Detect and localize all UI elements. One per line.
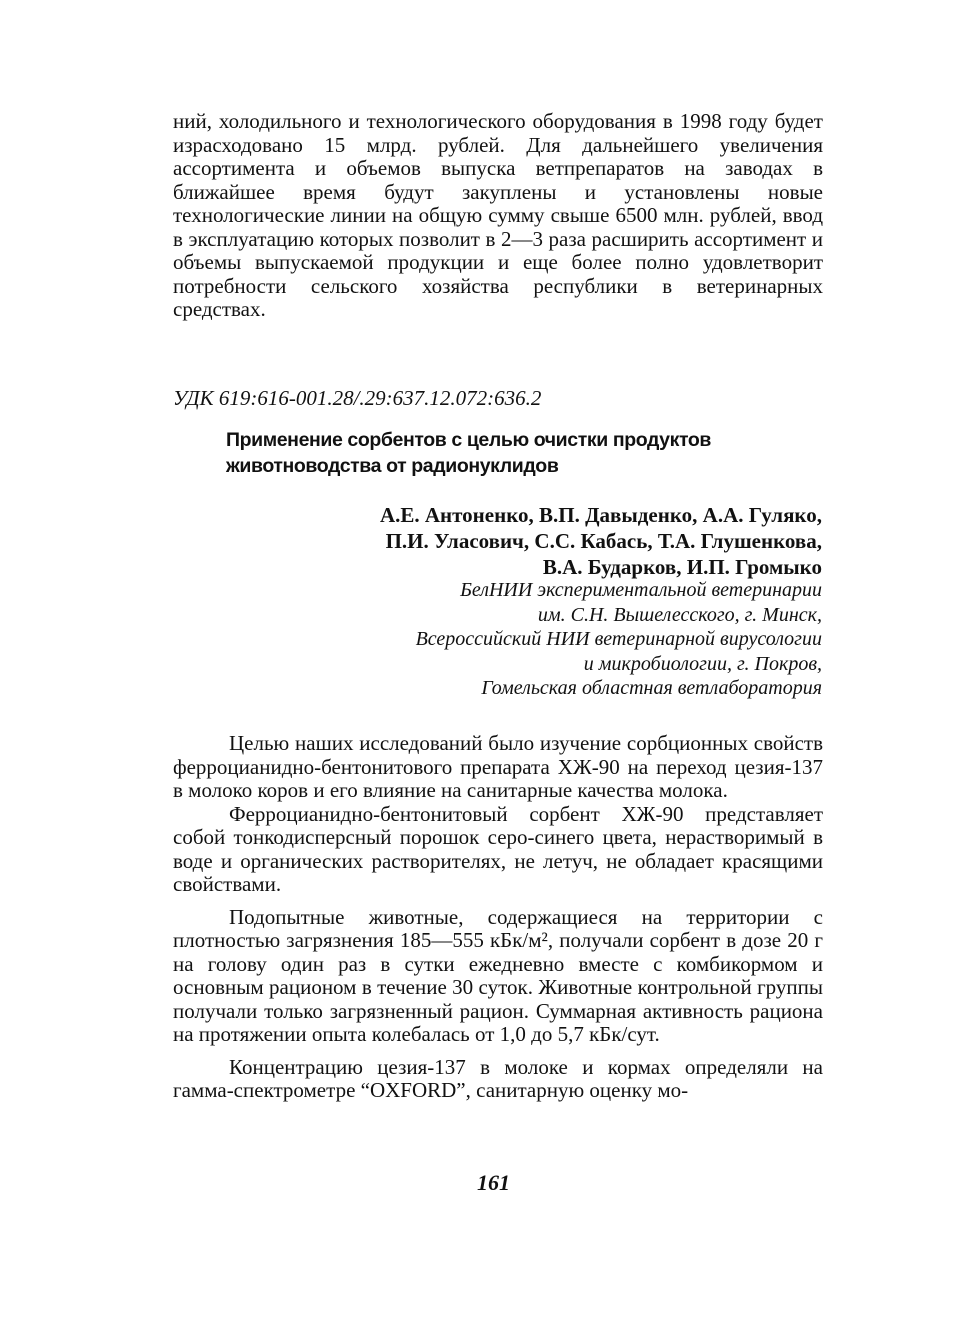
article-title-line-2: животноводства от радионуклидов	[226, 455, 559, 477]
continuation-paragraph: ний, холодильного и технологического оборудования в 1998 году будет израсходовано 15 млрд. рублей. Для дальнейшего увеличения ассортимента и объемов выпуска ветпрепаратов на заводах в ближайшее время будут закуплены и установлены новые технологические линии на общую сумму свыше 6500 млн. рублей, ввод в эксплуатацию которых позволит в 2—3 раза расширить ассортимент и объемы выпускаемой продукции и еще более полно удовлетворит потребности сельского хозяйства республики в ветеринарных средствах.	[173, 109, 823, 321]
affiliation-line: БелНИИ экспериментальной ветеринарии	[460, 579, 822, 601]
article-body	[173, 732, 823, 1103]
author-line: В.А. Бударков, И.П. Громыко	[542, 555, 822, 579]
affiliation-line: Всероссийский НИИ ветеринарной вирусологии	[415, 628, 822, 650]
udk-code: УДК 619:616-001.28/.29:637.12.072:636.2	[173, 386, 542, 410]
body-paragraph: Концентрацию цезия-137 в молоке и кормах определяли на гамма-спектрометре “OXFORD”, санитарную оценку мо-	[173, 1054, 823, 1102]
body-paragraph: Подопытные животные, содержащиеся на территории с плотностью загрязнения 185—555 кБк/м², получали сорбент в дозе 20 г на голову один раз в сутки ежедневно вместе с комбикормом и основным рационом в течение 30 суток. Животные контрольной группы получали только загрязненный рацион. Суммарная активность рациона на протяжении опыта колебалась от 1,0 до 5,7 кБк/сут.	[173, 904, 823, 1046]
affiliation-line: им. С.Н. Вышелесского, г. Минск,	[537, 603, 822, 626]
author-line: П.И. Уласович, С.С. Кабась, Т.А. Глушенкова,	[385, 529, 822, 553]
author-line: А.Е. Антоненко, В.П. Давыденко, А.А. Гуляко,	[379, 503, 822, 527]
body-paragraph: Ферроцианидно-бентонитовый сорбент ХЖ-90 представляет собой тонкодисперсный порошок серо-синего цвета, нерастворимый в воде и органических растворителях, не летуч, не обладает красящими свойствами.	[173, 801, 823, 896]
authors	[380, 502, 822, 580]
body-paragraph: Целью наших исследований было изучение сорбционных свойств ферроцианидно-бентонитового препарата ХЖ-90 на переход цезия-137 в молоко коров и его влияние на санитарные качества молока.	[173, 731, 823, 802]
article-title	[226, 427, 826, 479]
affiliation-line: Гомельская областная ветлаборатория	[481, 677, 822, 699]
continuation-block	[173, 110, 823, 322]
page-number: 161	[477, 1170, 510, 1195]
affiliation-line: и микробиологии, г. Покров,	[583, 652, 822, 675]
article-title-line-1: Применение сорбентов с целью очистки продуктов	[226, 429, 711, 451]
affiliations	[416, 578, 822, 701]
